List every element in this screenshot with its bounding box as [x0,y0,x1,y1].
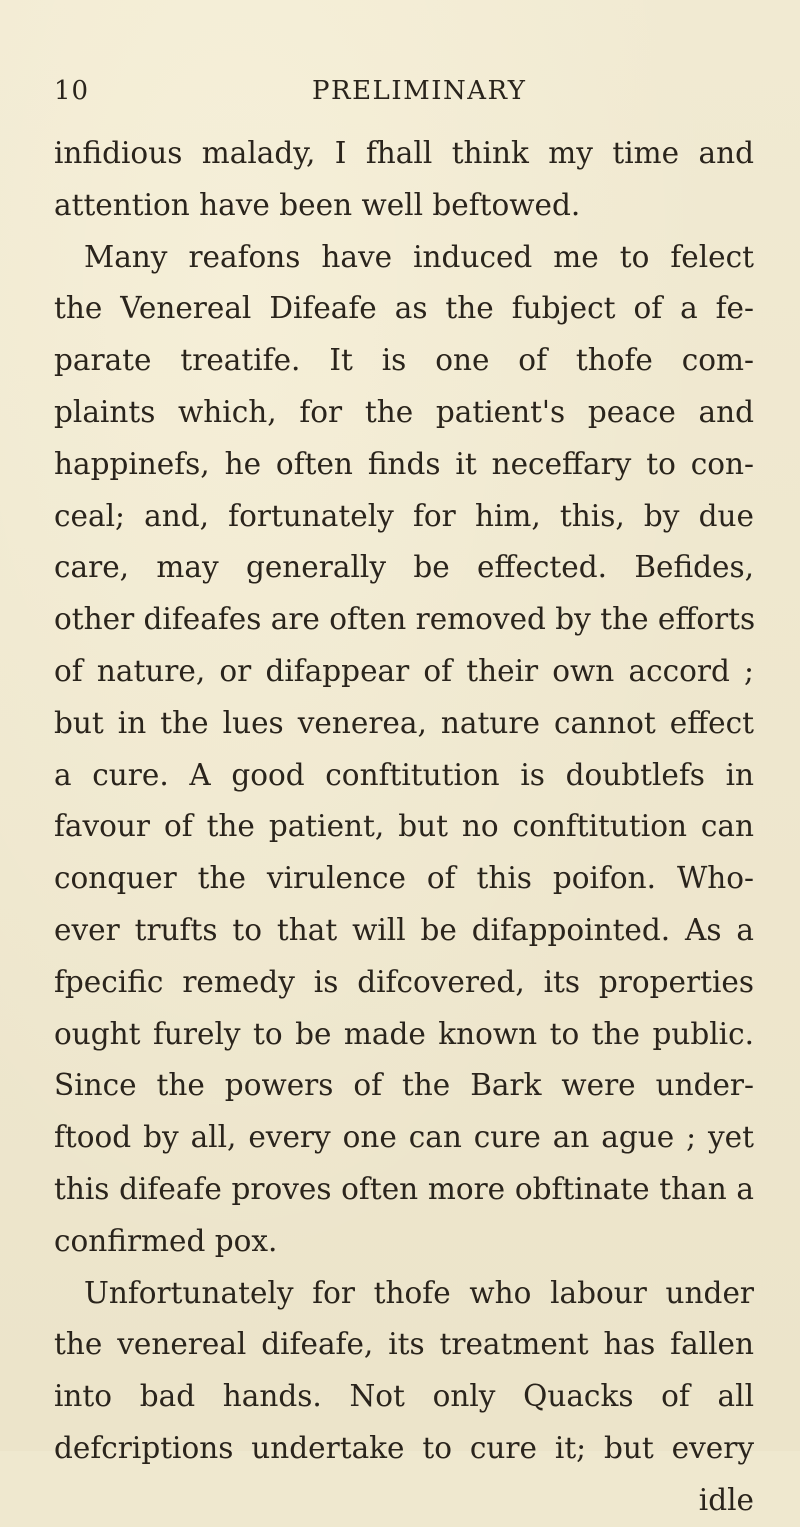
body-text [54,128,754,1527]
page-number: 10 [54,76,90,106]
text-line: a cure. A good conftitution is doubtlefs in [54,757,754,792]
text-line: the Venereal Difeafe as the fubject of a fe- [54,291,754,326]
text-line: ftood by all, every one can cure an ague ; yet [54,1120,754,1155]
text-line: plaints which, for the patient's peace and [54,394,754,429]
catchword: idle [698,1482,754,1517]
paragraph-start-line: Unfortunately for thofe who labour under [84,1275,754,1310]
text-line: the venereal difeafe, its treatment has fallen [54,1327,754,1362]
text-line: confirmed pox. [54,1223,278,1258]
text-line: Since the powers of the Bark were under- [54,1068,754,1103]
text-line: other difeafes are often removed by the efforts [54,602,756,637]
text-line: conquer the virulence of this poifon. Who- [54,861,754,896]
text-line: ceal; and, fortunately for him, this, by due [54,498,754,533]
text-line: ought furely to be made known to the public. [54,1016,754,1051]
text-line: favour of the patient, but no conftitution can [54,809,754,844]
text-line: of nature, or difappear of their own accord ; [54,653,754,688]
text-line: ever trufts to that will be difappointed. As a [54,912,754,947]
text-line: attention have been well beftowed. [54,187,581,222]
text-line: parate treatife. It is one of thofe com- [54,343,754,378]
text-line: fpecific remedy is difcovered, its properties [54,964,754,999]
text-line: but in the lues venerea, nature cannot effect [54,705,754,740]
running-head [54,76,754,116]
text-line: infidious malady, I fhall think my time and [54,136,754,170]
running-title: PRELIMINARY [312,76,527,106]
text-line: care, may generally be effected. Befides, [54,550,754,585]
text-line: happinefs, he often finds it neceffary to con- [54,446,754,481]
text-line: into bad hands. Not only Quacks of all [54,1379,754,1414]
text-line: this difeafe proves often more obftinate than a [54,1171,754,1206]
text-line: defcriptions undertake to cure it; but every [54,1430,754,1465]
paragraph-start-line: Many reafons have induced me to felect [84,239,754,274]
